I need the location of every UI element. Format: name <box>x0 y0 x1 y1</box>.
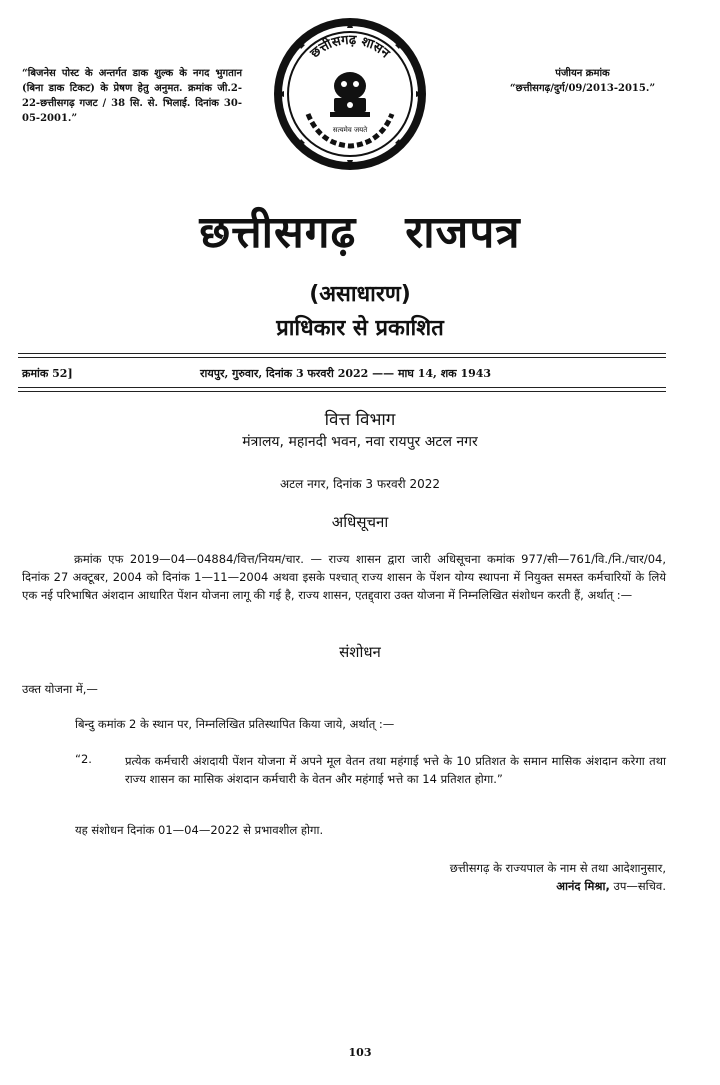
signatory-title: उप—सचिव. <box>613 879 666 893</box>
scheme-line: उक्त योजना में,— <box>22 682 98 696</box>
registration-label: पंजीयन क्रमांक <box>555 68 610 79</box>
bottom-rule-inner <box>18 391 666 392</box>
effective-date-line: यह संशोधन दिनांक 01—04—2022 से प्रभावशील होगा. <box>75 823 324 837</box>
quote-number: “2. <box>75 752 92 766</box>
government-seal-icon <box>270 14 430 174</box>
authority-line: छत्तीसगढ़ के राज्यपाल के नाम से तथा आदेशानुसार, <box>449 861 666 875</box>
registration-number: “छत्तीसगढ़/दुर्ग/09/2013-2015.” <box>509 83 656 94</box>
svg-text:सत्यमेव जयते: सत्यमेव जयते <box>332 126 368 134</box>
top-rule-inner <box>18 357 666 358</box>
place-date: अटल नगर, दिनांक 3 फरवरी 2022 <box>279 477 441 491</box>
gazette-authority: प्राधिकार से प्रकाशित <box>276 316 444 341</box>
gazette-subtitle: (असाधारण) <box>309 282 411 307</box>
notification-paragraph: क्रमांक एफ 2019—04—04884/वित्त/नियम/चार. — राज्य शासन द्वारा जारी अधिसूचना कमांक 977/सी—761/वि./नि./चार/04, दिनांक 27 अक्टूबर, 2004 को दिनांक 1—11—2004 अथवा इसके पश्चात् राज्य शासन के पेंशन योग्य स्थापना में नियुक्त समस्त कर्मचारियों के लिये एक नई परिभाषित अंशदान आधारित पेंशन योजना लागू की गई है, राज्य शासन, एतद्द्वारा उक्त योजना में निम्नलिखित संशोधन करती हैं, अर्थात् :— <box>22 552 666 602</box>
bottom-rule <box>18 387 666 388</box>
department-heading: वित्त विभाग <box>324 410 396 430</box>
gazette-title: छत्तीसगढ़ राजपत्र <box>199 207 521 258</box>
registration-block <box>470 66 695 96</box>
amendment-heading: संशोधन <box>339 643 381 661</box>
postal-permission-note: “बिजनेस पोस्ट के अन्तर्गत डाक शुल्क के नगद भुगतान (बिना डाक टिकट) के प्रेषण हेतु अनुमत. क्रमांक जी.2-22-छत्तीसगढ़ गजट / 38 सि. से. भिलाई. दिनांक 30-05-2001.” <box>22 68 242 124</box>
top-rule <box>18 353 666 354</box>
svg-text:छत्तीसगढ़ शासन: छत्तीसगढ़ शासन <box>307 32 393 62</box>
page-number: 103 <box>348 1046 372 1059</box>
department-address: मंत्रालय, महानदी भवन, नवा रायपुर अटल नगर <box>242 434 478 450</box>
signatory-name: आनंद मिश्रा, <box>556 879 610 893</box>
issue-date-line: रायपुर, गुरुवार, दिनांक 3 फरवरी 2022 —— माघ 14, शक 1943 <box>200 367 492 380</box>
quote-text: प्रत्येक कर्मचारी अंशदायी पेंशन योजना में अपने मूल वेतन तथा महंगाई भत्ते के 10 प्रतिशत के समान मासिक अंशदान करेगा तथा राज्य शासन का मासिक अंशदान कर्मचारी के वेतन और महंगाई भत्ते का 14 प्रतिशत होगा.” <box>125 754 666 786</box>
signatory <box>300 879 666 894</box>
issue-number: क्रमांक 52] <box>22 367 73 380</box>
item-line: बिन्दु कमांक 2 के स्थान पर, निम्नलिखित प्रतिस्थापित किया जाये, अर्थात् :— <box>75 717 395 731</box>
notification-heading: अधिसूचना <box>331 513 389 531</box>
